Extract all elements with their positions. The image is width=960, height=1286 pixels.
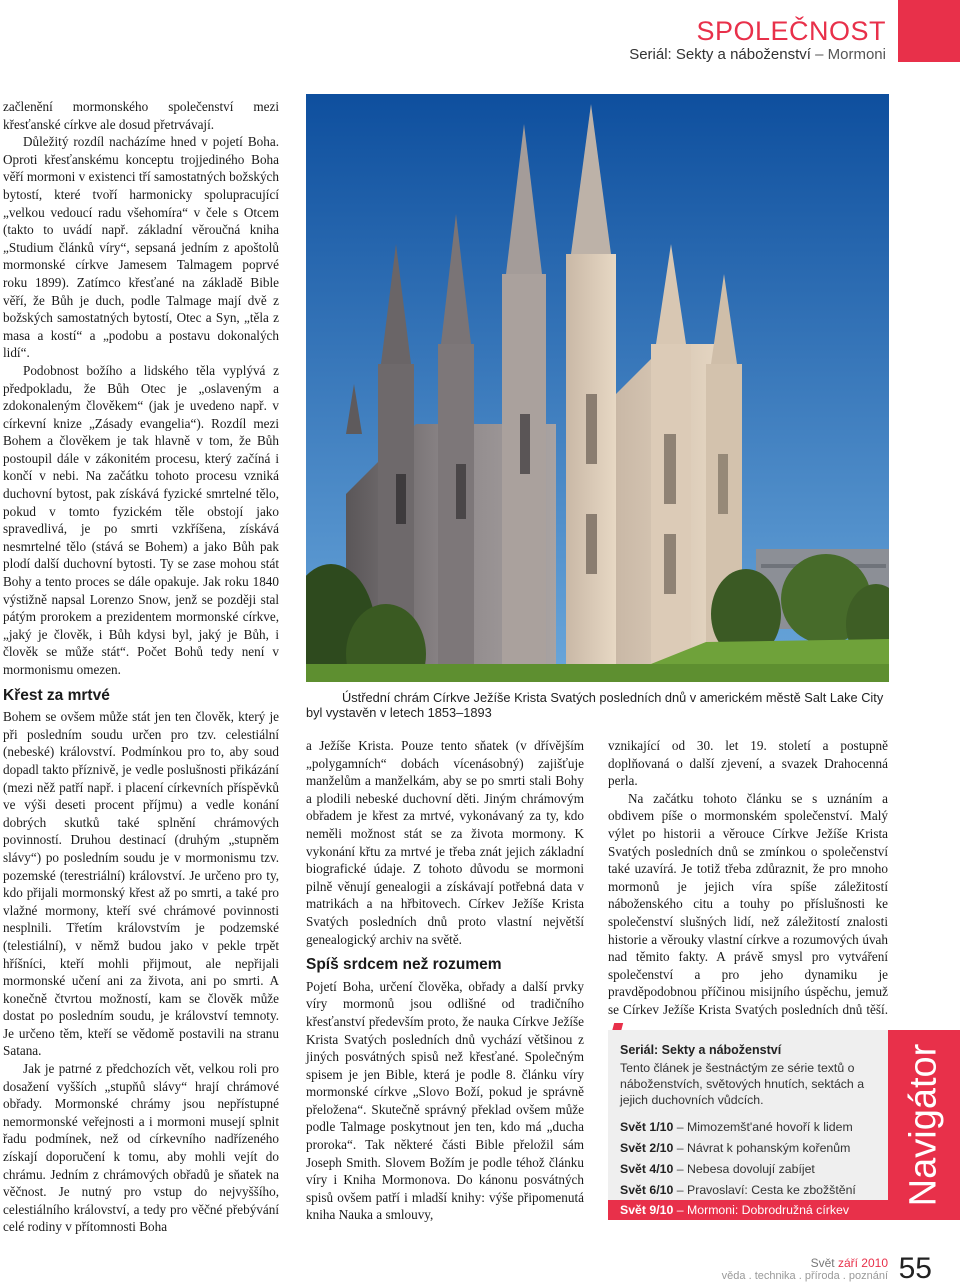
col1-paragraph: Důležitý rozdíl nacházíme hned v pojetí Boha. Oproti křesťanskému konceptu trojjediného Boha věří mormoni v existenci tří samostatných božských bytostí, které tvoří harmonicky spolupracující „velkou vedoucí radu všehomíra“ v čele s Otcem (takto to uvádí např. základní věroučná kniha „Studium článků víry“, sepsaná jedním z apoštolů mormonské církve Jamesem Talmagem poprvé roku 1899). Zatímco křesťané na základě Bible věří, že Bůh je duch, podle Talmage mají dvě z božských samostatných bytostí, Otec a Syn, „těla z masa a kostí“ a „podobu a postavu dokonalých lidí“. <box>3 134 279 361</box>
navigator-item-ref: Svět 9/10 <box>620 1203 674 1217</box>
col3-paragraph: vznikající od 30. let 19. století a postupně doplňovaná o další zjevení, a svazek Drahocenná perla. <box>608 738 888 789</box>
col1-paragraph: Jak je patrné z předchozích vět, velkou roli pro dosažení vyšších „stupňů slávy“ hrají chrámové obřady. Mormonské chrámy jsou nepřístupné nemormonské veřejnosti a i mormoni musejí splnit řadu podmínek, než od církevního nadřízeného získají doporučení k tomu, aby mohli vejít do chrámu. Jedním z chrámových obřadů je sňatek na věčnost. Je nutný pro vstup do nejvyššího, celestiálního království, a tedy pro věčné přebývání celé rodiny v přítomnosti Boha <box>3 1061 279 1235</box>
temple-illustration <box>306 94 889 682</box>
navigator-item-dash: – <box>673 1203 688 1217</box>
navigator-item-title: Mimozemšt'ané hovoří k lidem <box>687 1120 853 1134</box>
series-prefix: Seriál: Sekty a náboženství <box>629 46 811 63</box>
subheading-krest: Křest za mrtvé <box>3 686 110 704</box>
col2-paragraph: a Ježíše Krista. Pouze tento sňatek (v dřívějším „polygamních“ dobách vícenásobný) zajišťuje manželům a manželkám, aby se po smrti stali Bohy a plodili nebeské duchovní děti. Jiným chrámovým obřadem je křest za mrtvé, vykonávaný za ty, kdo neměli možnost stát se za života mormony. K vykonání křtu za mrtvé je třeba znát jejich základní biografické údaje. Z tohoto důvodu se mormoni pilně věnují genealogii a získávají potřebná data v matrikách a na hřbitovech. Církev Ježíše Krista Svatých posledních dnů proto vlastní největší genealogický archiv na světě. <box>306 738 584 947</box>
navigator-item[interactable] <box>620 1162 815 1176</box>
navigator-item[interactable] <box>620 1141 850 1155</box>
navigator-item-title: Nebesa dovolují zabíjet <box>687 1162 815 1176</box>
section-title: SPOLEČNOST <box>696 16 886 46</box>
footer-magazine-name: Svět <box>810 1256 835 1270</box>
col3-paragraph-text: Na začátku tohoto článku se s uznáním a obdivem píše o mormonském společenství. Malý výlet po historii a věrouce Církve Ježíše Krista Svatých posledních dnů se zmínkou o společenství také uzavírá. Je totiž třeba zdůraznit, že pro mnoho mormonů je jejich víra spíše záležitostí náboženského citu a touhy po příslušnosti ke společenství slušných lidí, než záležitostí znalosti historie a věrouky vlastní církve a rozumových úvah nad těmito fakty. A právě smysl pro vytváření společenství a pro jeho dynamiku je pravděpodobnou příčinou misijního úspěchu, jemuž se Církev Ježíše Krista Svatých posledních dnů těší. <box>608 790 888 1017</box>
navigator-item-ref: Svět 1/10 <box>620 1120 674 1134</box>
series-dash: – <box>815 46 828 63</box>
navigator-item-title: Mormoni: Dobrodružná církev <box>687 1203 849 1217</box>
navigator-item-dash: – <box>673 1141 688 1155</box>
subheading-srdcem: Spíš srdcem než rozumem <box>306 956 502 974</box>
navigator-tab-label: Navigátor <box>902 1043 945 1207</box>
col2-paragraph: Pojetí Boha, určení člověka, obřady a další prvky víry mormonů jsou odlišné od tradičního křesťanství především proto, že nauka Církve Ježíše Krista Svatých posledních dnů vychází většinou z jiných posvátných spisů než křesťané. Společným spisem je jen Bible, která je podle 8. článku víry mormonské církve „Slovo Boží, pokud je správně přeložena“. Skutečně správný překlad ovšem může podle Talmage poskytnout jen ten, kdo má „ducha proroka“. Tak některé části Bible přeložil sám Joseph Smith. Slovem Božím je podle téhož článku víry i Kniha Mormonova. Do kánonu posvátných spisů ovšem patří i mladší knihy: výše připomenutá kniha Nauka a smlouvy, <box>306 978 584 1223</box>
navigator-item[interactable] <box>620 1183 856 1197</box>
col3-paragraph <box>608 790 888 1036</box>
article-column-2 <box>306 737 584 1224</box>
navigator-item-dash: – <box>673 1183 688 1197</box>
header-accent-block <box>898 0 960 62</box>
photo-caption <box>306 690 889 720</box>
col1-paragraph: začlenění mormonského společenství mezi křesťanské církve ale dosud přetrvávají. <box>3 99 279 132</box>
navigator-item-ref: Svět 6/10 <box>620 1183 674 1197</box>
navigator-item-ref: Svět 4/10 <box>620 1162 674 1176</box>
footer-issue: září 2010 <box>837 1256 888 1270</box>
col1-paragraph: Bohem se ovšem může stát jen ten člověk, který je při posledním soudu určen pro tzv. celestiální (nebeské) království. Podmínkou pro to, aby soud dopadl takto příznivě, je vedle poslušnosti přikázání (mezi něž patří např. i placení církevních příspěvků ve výši deseti procent příjmu) a vedle konání dobrých skutků také splnění chrámových povinností. Druhou destinací (druhým „stupněm slávy“) po posledním soudu je v mormonismu tzv. pozemské (terestriální) království. Je určeno pro ty, kdo přijali mormonský křest až po smrti, a také pro vlažné mormony, kteří své chrámové povinnosti nesplnili. Třetím královstvím je podzemské (telestiální), v němž budou jako v pekle trpět hříšníci, kteří mohli přijmout, ale nepřijali mormonské učení ani za života, ani po smrti. A konečně čtvrtou možností, kam se člověk může dostat po posledním soudu, je království temnoty. Je určeno těm, kteří se vědomě postavili na stranu Satana. <box>3 709 279 1059</box>
navigator-item-title: Pravoslaví: Cesta ke zbožštění <box>687 1183 856 1197</box>
temple-photo <box>306 94 889 682</box>
navigator-item-dash: – <box>673 1120 688 1134</box>
navigator-item[interactable] <box>620 1120 853 1134</box>
navigator-title: Seriál: Sekty a náboženství <box>620 1043 782 1057</box>
caption-line-1: Ústřední chrám Církve Ježíše Krista Svatých posledních dnů v americkém městě Salt Lake City <box>342 690 884 705</box>
article-column-1 <box>3 98 279 1236</box>
series-line <box>629 46 886 63</box>
article-column-3 <box>608 737 888 1036</box>
col1-paragraph: Podobnost božího a lidského těla vyplývá z předpokladu, že Bůh Otec je „oslaveným a zdokonaleným člověkem“ (jak je uvedeno např. v církevní knize „Zásady evangelia“). Rozdíl mezi Bohem a člověkem je tak hlavně v tom, že Bůh postoupil dále v zákonitém procesu, který začíná i končí v nebi. Na začátku tohoto procesu vzniká duchovní bytost, pak získává fyzické smrtelné tělo, pokud v tomto fyzickém těle obstojí jako spravedlivá, je po smrti vzkříšena, získává nesmrtelné tělo (stává se Bohem) a jako Bůh pak plodí další duchovní bytosti. Ty se zase mohou stát Bohy a tento proces se dále opakuje. Jak roku 1840 výstižně napsal Lorenzo Snow, jenž se později stal pátým prorokem a prezidentem mormonské církve, „jaký je člověk, i Bůh kdysi byl, jaký je Bůh, i člověk se může stát“. Počet Bohů tedy není v mormonismu omezen. <box>3 362 279 677</box>
caption-line-2: byl vystavěn v letech 1853–1893 <box>306 705 492 720</box>
navigator-tab <box>888 1030 960 1220</box>
navigator-item-ref: Svět 2/10 <box>620 1141 674 1155</box>
footer-magazine <box>811 1256 888 1270</box>
navigator-item-title: Návrat k pohanským kořenům <box>687 1141 851 1155</box>
page-number: 55 <box>898 1252 932 1285</box>
series-topic: Mormoni <box>827 46 886 63</box>
navigator-item-dash: – <box>673 1162 688 1176</box>
navigator-box <box>608 1030 888 1220</box>
navigator-item-current[interactable] <box>608 1200 888 1220</box>
footer-tagline: věda . technika . příroda . poznání <box>721 1270 888 1282</box>
navigator-description: Tento článek je šestnáctým ze série textů o náboženstvích, světových hnutích, sektách a jejich duchovních vůdcích. <box>620 1061 865 1107</box>
